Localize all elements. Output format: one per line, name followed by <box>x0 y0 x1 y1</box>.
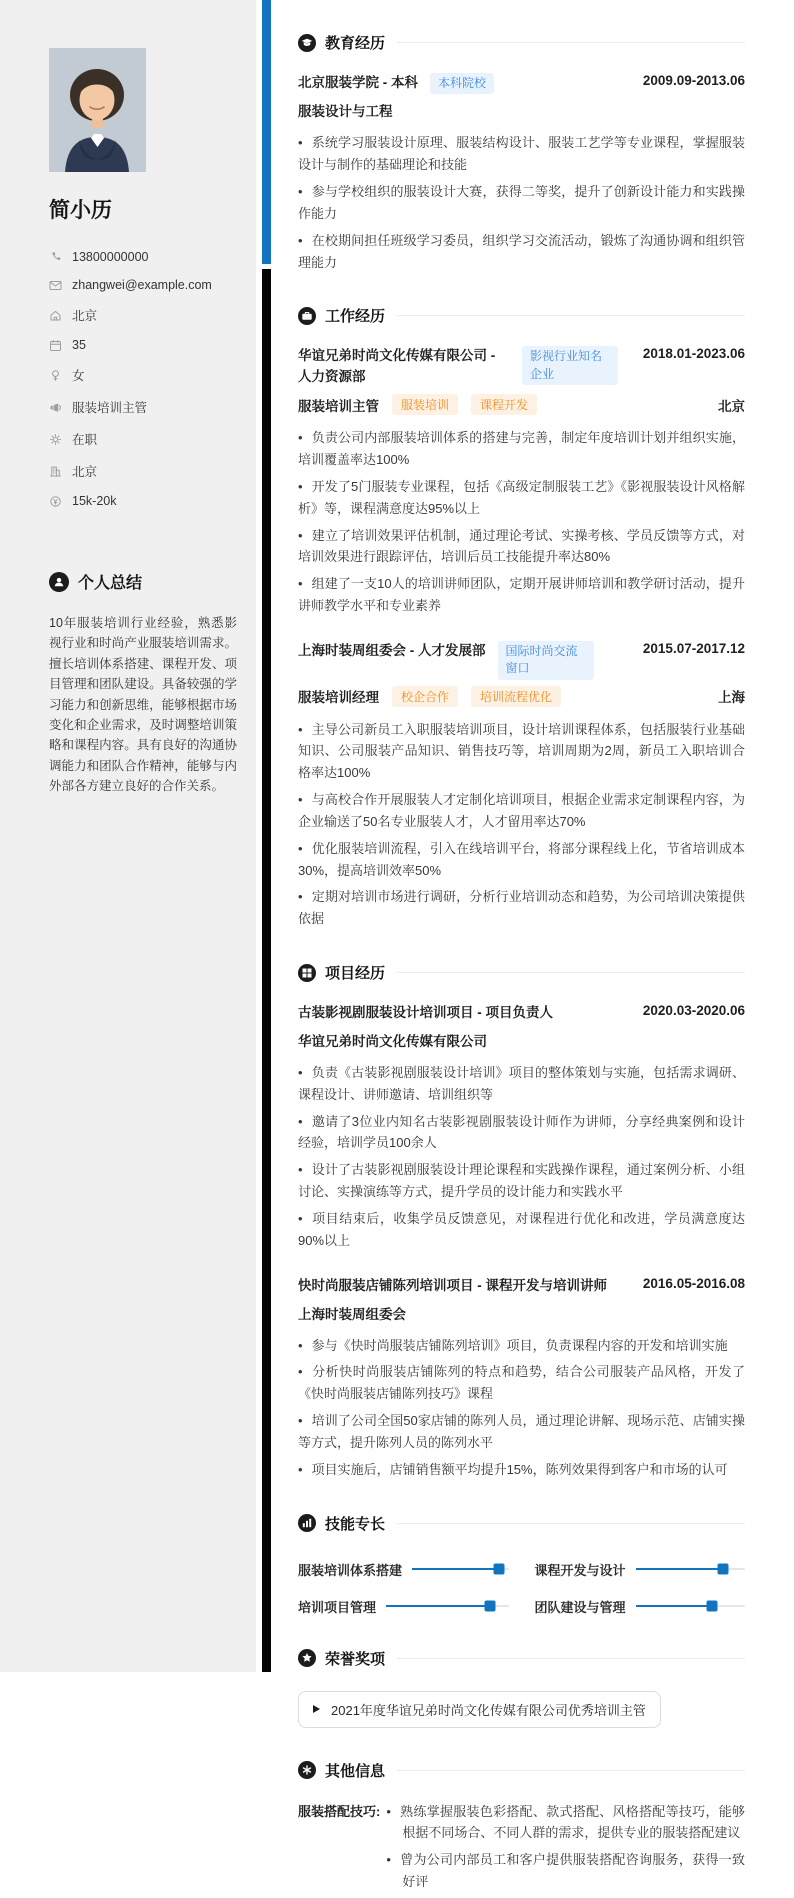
contact-gender-text: 女 <box>72 369 85 383</box>
bullet-dot: • <box>298 527 303 543</box>
skill-slider[interactable] <box>636 1605 745 1608</box>
skill-item <box>535 1560 746 1579</box>
bullet-dot: • <box>298 1064 303 1080</box>
role-tag: 课程开发 <box>471 394 537 415</box>
divider-stripe-blue <box>262 0 271 264</box>
education-bullets <box>298 132 745 273</box>
work-title: 工作经历 <box>325 308 386 326</box>
honor-text: 2021年度华谊兄弟时尚文化传媒有限公司优秀培训主管 <box>331 1702 646 1718</box>
skill-item <box>535 1597 746 1616</box>
contact-age-text: 35 <box>72 338 86 352</box>
building-icon <box>49 465 62 478</box>
other-info-section <box>298 1760 745 1898</box>
bullet-dot: • <box>298 1364 303 1380</box>
contact-home-text: 北京 <box>72 309 98 323</box>
bullet-dot: • <box>298 184 303 200</box>
work-entry-2-role-line <box>298 686 745 707</box>
bullet-dot: • <box>386 1852 391 1868</box>
home-icon <box>49 309 62 322</box>
project-entry-2 <box>298 1276 745 1481</box>
school-name: 北京服装学院 - 本科 <box>298 75 418 90</box>
skill-item <box>298 1597 509 1616</box>
project-entry-2-date: 2016.05-2016.08 <box>642 1275 745 1291</box>
work-location: 上海 <box>718 690 745 706</box>
honors-header <box>298 1648 745 1669</box>
bullet-item: • 开发了5门服装专业课程，包括《高级定制服装工艺》《影视服装设计风格解析》等，课程满意度达95%以上 <box>298 478 745 516</box>
skill-slider[interactable] <box>636 1568 745 1571</box>
bullet-dot: • <box>298 1461 303 1477</box>
award-star-icon <box>298 1649 316 1667</box>
skills-section <box>298 1513 745 1616</box>
section-divider-line <box>397 315 745 316</box>
education-entry-header <box>298 73 745 94</box>
calendar-icon <box>49 339 62 352</box>
asterisk-icon <box>298 1761 316 1779</box>
project-entry-1-bullets <box>298 1062 745 1252</box>
other-info-label: 服装搭配技巧: <box>298 1803 381 1819</box>
skill-slider-handle[interactable] <box>707 1601 718 1612</box>
section-divider-line <box>397 42 745 43</box>
gender-icon <box>49 369 62 382</box>
company-badge: 国际时尚交流窗口 <box>498 641 594 680</box>
education-entry <box>298 73 745 273</box>
sidebar <box>0 0 256 1672</box>
skill-slider-fill <box>412 1568 499 1571</box>
bullet-dot: • <box>298 1413 303 1429</box>
skill-label: 服装培训体系搭建 <box>298 1562 403 1578</box>
projects-title: 项目经历 <box>325 965 386 983</box>
skill-slider[interactable] <box>386 1605 508 1608</box>
contact-position-text: 服装培训主管 <box>72 401 148 415</box>
bullet-dot: • <box>386 1803 391 1819</box>
bullet-item: • 参与《快时尚服装店铺陈列培训》项目，负责课程内容的开发和培训实施 <box>298 1337 728 1353</box>
bullet-item: • 在校期间担任班级学习委员，组织学习交流活动，锻炼了沟通协调和组织管理能力 <box>298 232 745 270</box>
candidate-name: 简小历 <box>49 199 112 222</box>
bullet-item: • 优化服装培训流程，引入在线培训平台，将部分课程线上化，节省培训成本30%，提高培训效率50% <box>298 840 745 878</box>
bullet-item: • 系统学习服装设计原理、服装结构设计、服装工艺学等专业课程，掌握服装设计与制作的基础理论和技能 <box>298 135 745 173</box>
project-company: 上海时装周组委会 <box>298 1306 406 1322</box>
company-name: 华谊兄弟时尚文化传媒有限公司 - 人力资源部 <box>298 348 496 385</box>
profile-photo <box>49 48 146 172</box>
contact-home-city <box>49 306 236 324</box>
role-title: 服装培训主管 <box>298 398 379 414</box>
section-divider-line <box>397 1658 745 1659</box>
other-info-bullets <box>386 1801 745 1898</box>
contact-email <box>49 278 236 292</box>
skill-label: 团队建设与管理 <box>534 1599 626 1615</box>
project-name: 古装影视剧服装设计培训项目 - 项目负责人 <box>298 1005 553 1021</box>
person-icon <box>49 572 69 592</box>
bullet-item: • 建立了培训效果评估机制，通过理论考试、实操考核、学员反馈等方式，对培训效果进行跟踪评估，培训后员工技能提升率达80% <box>298 527 745 565</box>
personal-summary-header <box>49 570 236 593</box>
honors-section <box>298 1648 745 1728</box>
coin-icon <box>49 495 62 508</box>
contact-salary-text: 15k-20k <box>72 494 117 508</box>
contact-email-text: zhangwei@example.com <box>72 278 212 292</box>
skill-slider-handle[interactable] <box>493 1564 504 1575</box>
contact-gender <box>49 366 236 384</box>
bullet-item: • 参与学校组织的服装设计大赛，获得二等奖，提升了创新设计能力和实践操作能力 <box>298 184 745 221</box>
bullet-item: • 曾为公司内部员工和客户提供服装搭配咨询服务，获得一致好评 <box>386 1852 745 1889</box>
section-divider-line <box>397 1770 745 1771</box>
project-entry-1-header <box>298 1003 745 1024</box>
contact-age <box>49 338 236 352</box>
bullet-dot: • <box>298 1162 303 1178</box>
honor-item <box>298 1691 661 1728</box>
company-badge: 影视行业知名企业 <box>522 346 618 385</box>
bullet-item: • 熟练掌握服装色彩搭配、款式搭配、风格搭配等技巧，能够根据不同场合、不同人群的需求，提供专业的服装搭配建议 <box>386 1803 745 1841</box>
bullet-item: • 邀请了3位业内知名古装影视剧服装设计师作为讲师，分享经典案例和设计经验，培训学员100余人 <box>298 1113 745 1151</box>
contact-position <box>49 398 236 416</box>
projects-section <box>298 962 745 1480</box>
work-section <box>298 305 745 930</box>
bullet-dot: • <box>298 721 303 737</box>
bullet-dot: • <box>298 840 303 856</box>
education-date: 2009.09-2013.06 <box>642 73 745 88</box>
bullet-item: • 分析快时尚服装店铺陈列的特点和趋势，结合公司服装产品风格，开发了《快时尚服装店铺陈列技巧》课程 <box>298 1364 745 1402</box>
bullet-item: • 负责《古装影视剧服装设计培训》项目的整体策划与实施，包括需求调研、课程设计、讲师邀请、培训组织等 <box>298 1064 745 1102</box>
honors-title: 荣誉奖项 <box>325 1650 386 1668</box>
role-tag: 培训流程优化 <box>471 686 561 707</box>
work-entry-2-bullets <box>298 719 745 930</box>
contact-phone-text: 13800000000 <box>72 250 149 264</box>
education-section <box>298 32 745 273</box>
contact-work-city-text: 北京 <box>72 465 98 479</box>
bullet-dot: • <box>298 889 303 905</box>
play-triangle-icon <box>313 1705 320 1713</box>
project-entry-1 <box>298 1003 745 1252</box>
bullet-item: • 项目实施后，店铺销售额平均提升15%，陈列效果得到客户和市场的认可 <box>298 1461 728 1477</box>
skill-label: 培训项目管理 <box>298 1599 377 1615</box>
work-entry-1-header <box>298 346 745 388</box>
skill-label: 课程开发与设计 <box>534 1562 626 1578</box>
education-header <box>298 32 745 53</box>
briefcase-icon <box>298 307 316 325</box>
role-title: 服装培训经理 <box>298 690 379 706</box>
divider-stripe-black <box>262 269 271 1672</box>
personal-summary-title: 个人总结 <box>78 575 143 592</box>
skill-grid <box>298 1560 745 1616</box>
company-name: 上海时装周组委会 - 人才发展部 <box>298 642 486 658</box>
bullet-dot: • <box>298 1337 303 1353</box>
work-entry-1 <box>298 346 745 616</box>
project-company: 华谊兄弟时尚文化传媒有限公司 <box>298 1033 487 1049</box>
personal-summary-text: 10年服装培训行业经验，熟悉影视行业和时尚产业服装培训需求。擅长培训体系搭建、课程开发、项目管理和团队建设。具备较强的学习能力和创新思维，能够根据市场变化和企业需求，及时调整培训策略和课程内容。具有良好的沟通协调能力和团队合作精神，能够与内外部各方建立良好的合作关系。 <box>49 616 237 793</box>
bullet-item: • 设计了古装影视剧服装设计理论课程和实践操作课程，通过案例分析、小组讨论、实操演练等方式，提升学员的设计能力和实践水平 <box>298 1162 745 1200</box>
skills-title: 技能专长 <box>325 1515 386 1533</box>
bullet-item: • 负责公司内部服装培训体系的搭建与完善，制定年度培训计划并组织实施，培训覆盖率达100% <box>298 430 745 468</box>
bullet-dot: • <box>298 792 303 808</box>
contact-work-city <box>49 462 236 480</box>
bullet-item: • 项目结束后，收集学员反馈意见，对课程进行优化和改进，学员满意度达90%以上 <box>298 1210 745 1248</box>
skill-slider-handle[interactable] <box>485 1601 496 1612</box>
contact-salary <box>49 494 236 508</box>
work-entry-2 <box>298 641 745 930</box>
bullet-dot: • <box>298 1210 303 1226</box>
bullet-item: • 主导公司新员工入职服装培训项目，设计培训课程体系，包括服装行业基础知识、公司服装产品知识、销售技巧等，培训周期为2周，新员工入职培训合格率达100% <box>298 721 745 781</box>
work-entry-2-header <box>298 641 745 680</box>
graduation-cap-icon <box>298 34 316 52</box>
bullet-dot: • <box>298 1113 303 1129</box>
work-header <box>298 305 745 326</box>
skill-item <box>298 1560 509 1579</box>
skill-slider-fill <box>636 1568 724 1571</box>
education-title: 教育经历 <box>325 35 386 52</box>
major-name: 服装设计与工程 <box>298 104 393 120</box>
grid-icon <box>298 964 316 982</box>
skills-header <box>298 1513 745 1534</box>
contact-phone <box>49 250 236 264</box>
work-entry-1-role-line <box>298 394 745 415</box>
school-badge: 本科院校 <box>430 73 494 94</box>
project-entry-2-bullets <box>298 1335 745 1481</box>
bullet-item: • 培训了公司全国50家店铺的陈列人员，通过理论讲解、现场示范、店铺实操等方式，提升陈列人员的陈列水平 <box>298 1413 745 1450</box>
contact-status <box>49 430 236 448</box>
role-tag: 服装培训 <box>392 394 458 415</box>
project-entry-2-header <box>298 1276 745 1297</box>
bullet-item: • 与高校合作开展服装人才定制化培训项目，根据企业需求定制课程内容，为企业输送了50名专业服装人才，人才留用率达70% <box>298 792 745 829</box>
bullet-dot: • <box>298 232 303 248</box>
section-divider-line <box>397 1523 745 1524</box>
role-tag: 校企合作 <box>392 686 458 707</box>
bullet-item: • 组建了一支10人的培训讲师团队，定期开展讲师培训和教学研讨活动，提升讲师教学水平和专业素养 <box>298 576 745 613</box>
bullet-dot: • <box>298 430 303 446</box>
work-entry-2-date: 2015.07-2017.12 <box>642 640 745 656</box>
skill-slider-fill <box>636 1605 713 1608</box>
projects-header <box>298 962 745 983</box>
skill-slider[interactable] <box>412 1568 508 1571</box>
gear-icon <box>49 433 62 446</box>
work-entry-1-bullets <box>298 427 745 617</box>
section-divider-line <box>397 972 745 973</box>
other-info-title: 其他信息 <box>325 1762 386 1780</box>
contact-status-text: 在职 <box>72 433 98 447</box>
work-entry-1-date: 2018.01-2023.06 <box>642 346 745 362</box>
other-info-row <box>298 1801 745 1898</box>
bullet-dot: • <box>298 135 303 151</box>
bullet-dot: • <box>298 478 303 494</box>
other-info-header <box>298 1760 745 1781</box>
megaphone-icon <box>49 401 62 414</box>
bar-chart-icon <box>298 1514 316 1532</box>
skill-slider-fill <box>386 1605 490 1608</box>
resume-main <box>272 0 794 1898</box>
project-entry-1-date: 2020.03-2020.06 <box>642 1003 745 1019</box>
work-location: 北京 <box>718 398 745 414</box>
email-icon <box>49 279 62 292</box>
phone-icon <box>49 251 62 264</box>
bullet-dot: • <box>298 576 303 592</box>
bullet-item: • 定期对培训市场进行调研，分析行业培训动态和趋势，为公司培训决策提供依据 <box>298 889 745 927</box>
personal-summary-section <box>49 570 236 796</box>
skill-slider-handle[interactable] <box>718 1564 729 1575</box>
project-name: 快时尚服装店铺陈列培训项目 - 课程开发与培训讲师 <box>298 1277 607 1293</box>
